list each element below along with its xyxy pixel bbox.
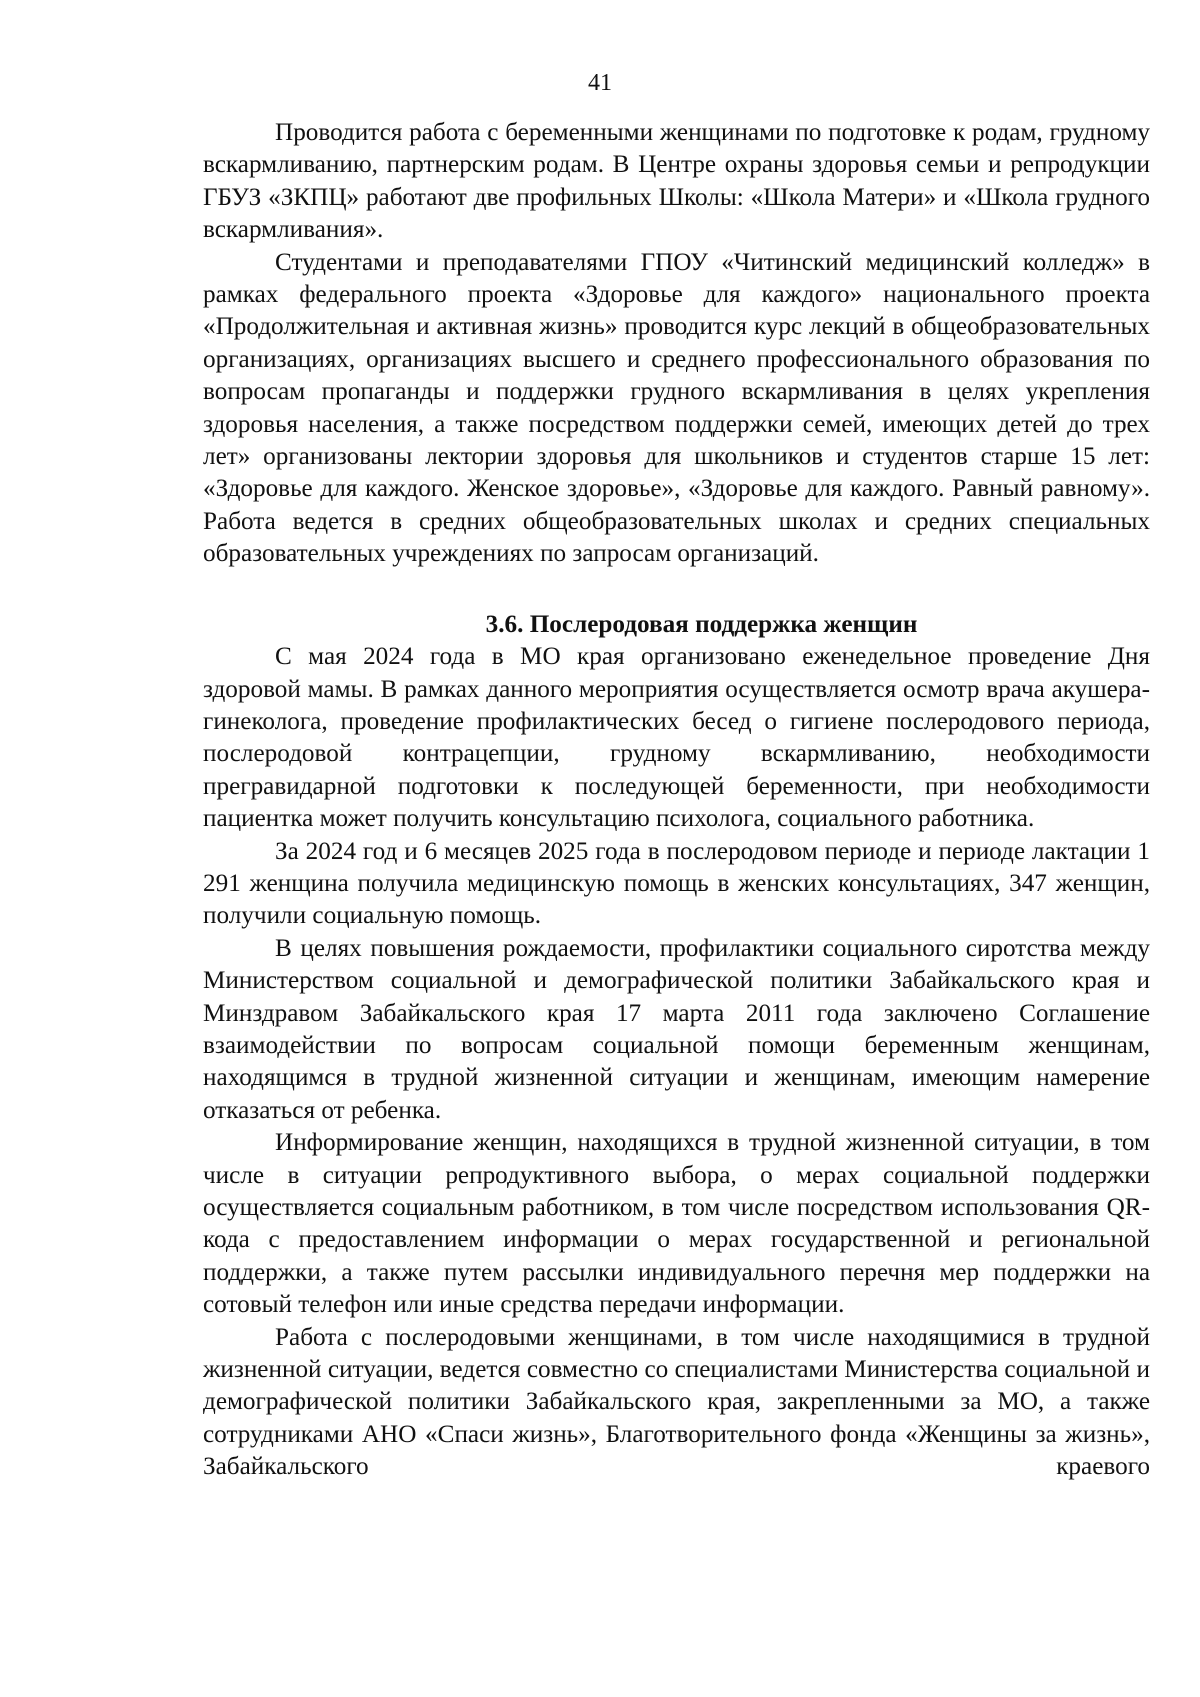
document-body	[203, 117, 1150, 1484]
paragraph-postpartum-statistics: За 2024 год и 6 месяцев 2025 года в послеродовом периоде и периоде лактации 1 291 женщина получила медицинскую помощь в женских консультациях, 347 женщин, получили социальную помощь.	[203, 837, 1150, 930]
paragraph-medical-college-lectures: Студентами и преподавателями ГПОУ «Читинский медицинский колледж» в рамках федерального проекта «Здоровье для каждого» национального проекта «Продолжительная и активная жизнь» проводится курс лекций в общеобразовательных организациях, организациях высшего и среднего профессионального образования по вопросам пропаганды и поддержки грудного вскармливания в целях укрепления здоровья населения, а также посредством поддержки семей, имеющих детей до трех лет» организованы лектории здоровья для школьников и студентов старше 15 лет: «Здоровье для каждого. Женское здоровье», «Здоровье для каждого. Равный равному». Работа ведется в средних общеобразовательных школах и средних специальных образовательных учреждениях по запросам организаций.	[203, 248, 1150, 568]
paragraph-informing-women: Информирование женщин, находящихся в трудной жизненной ситуации, в том числе в ситуации репродуктивного выбора, о мерах социальной поддержки осуществляется социальным работником, в том числе посредством использования QR-кода с предоставлением информации о мерах государственной и региональной поддержки, а также путем рассылки индивидуального перечня мер поддержки на сотовый телефон или иные средства передачи информации.	[203, 1129, 1150, 1319]
paragraph-postpartum-work: Работа с послеродовыми женщинами, в том числе находящимися в трудной жизненной ситуации, ведется совместно со специалистами Министерства социальной и демографической политики Забайкальского края, закрепленными за МО, а также сотрудниками АНО «Спаси жизнь», Благотворительного фонда «Женщины за жизнь», Забайкальского краевого	[203, 1323, 1150, 1481]
section-heading: 3.6. Послеродовая поддержка женщин	[485, 610, 918, 638]
paragraph-prenatal-schools: Проводится работа с беременными женщинами по подготовке к родам, грудному вскармливанию, партнерским родам. В Центре охраны здоровья семьи и репродукции ГБУЗ «ЗКПЦ» работают две профильных Школы: «Школа Матери» и «Школа грудного вскармливания».	[203, 119, 1150, 244]
paragraph-healthy-mom-day: С мая 2024 года в МО края организовано еженедельное проведение Дня здоровой мамы. В рамках данного мероприятия осуществляется осмотр врача акушера-гинеколога, проведение профилактических бесед о гигиене послеродового периода, послеродовой контрацепции, грудному вскармливанию, необходимости прегравидарной подготовки к последующей беременности, при необходимости пациентка может получить консультацию психолога, социального работника.	[203, 643, 1150, 833]
paragraph-social-agreement: В целях повышения рождаемости, профилактики социального сиротства между Министерством социальной и демографической политики Забайкальского края и Минздравом Забайкальского края 17 марта 2011 года заключено Соглашение взаимодействии по вопросам социальной помощи беременным женщинам, находящимся в трудной жизненной ситуации и женщинам, имеющим намерение отказаться от ребенка.	[203, 934, 1150, 1124]
page-number: 41	[588, 70, 612, 96]
